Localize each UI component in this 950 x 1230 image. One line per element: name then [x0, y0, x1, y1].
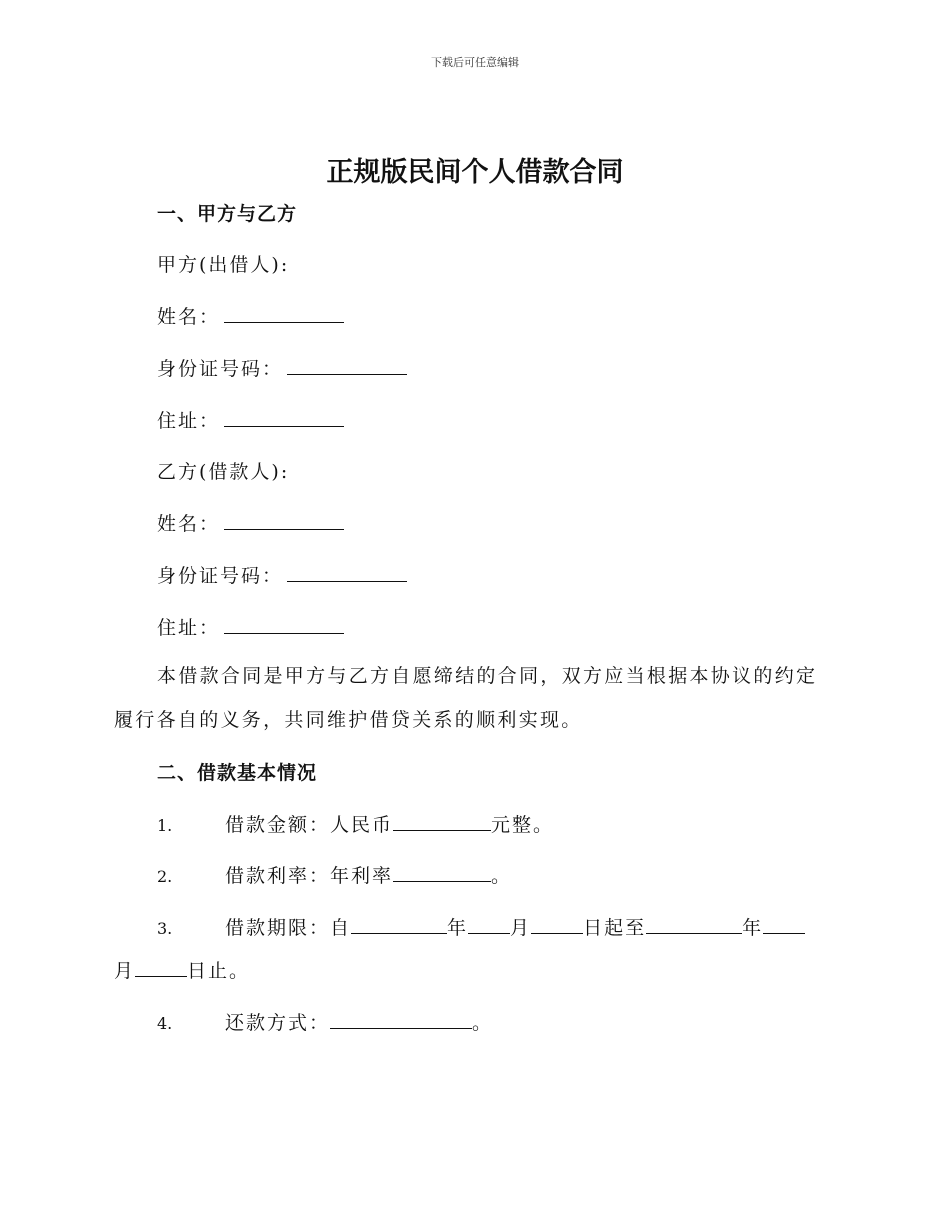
party-a-address-row [157, 406, 344, 433]
section-heading-parties: 一、甲方与乙方 [157, 203, 298, 225]
item-label: 借款金额： [225, 814, 331, 836]
party-a-id-row [157, 354, 407, 381]
loan-amount-field[interactable] [393, 814, 491, 831]
item-number: 4. [157, 1014, 173, 1033]
item-number: 2. [157, 867, 173, 886]
start-day-field[interactable] [531, 917, 583, 934]
term-end-month: 月 [114, 960, 136, 982]
party-b-address-field[interactable] [224, 617, 344, 634]
party-b-label: 乙方(借款人): [157, 461, 290, 483]
agreement-paragraph: 本借款合同是甲方与乙方自愿缔结的合同，双方应当根据本协议的约定履行各自的义务，共同维护借贷关系的顺利实现。 [114, 665, 818, 731]
term-day-to: 日起至 [583, 917, 647, 939]
party-b-id-row [157, 561, 407, 588]
item-prefix: 人民币 [330, 814, 394, 836]
loan-item-term-continued [114, 956, 250, 983]
loan-item-repayment [157, 1008, 493, 1035]
item-suffix: 。 [491, 865, 513, 887]
party-a-name-field[interactable] [224, 306, 344, 323]
item-suffix: 。 [472, 1012, 494, 1034]
party-a-name-label: 姓名： [157, 306, 221, 328]
party-b-id-label: 身份证号码： [157, 565, 284, 587]
loan-rate-field[interactable] [393, 865, 491, 882]
party-a-name-row [157, 302, 344, 329]
document-title: 正规版民间个人借款合同 [326, 157, 624, 188]
item-suffix: 元整。 [491, 814, 555, 836]
party-b-name-label: 姓名： [157, 513, 221, 535]
party-a-address-label: 住址： [157, 410, 221, 432]
loan-item-rate [157, 861, 512, 888]
term-month: 月 [510, 917, 532, 939]
item-number: 1. [157, 816, 173, 835]
party-a-id-label: 身份证号码： [157, 358, 284, 380]
loan-item-term [157, 913, 805, 940]
end-year-field[interactable] [646, 917, 742, 934]
section-heading-loan-basics: 二、借款基本情况 [157, 762, 318, 784]
loan-item-amount [157, 810, 554, 837]
party-b-address-row [157, 613, 344, 640]
item-label: 还款方式： [225, 1012, 331, 1034]
start-month-field[interactable] [468, 917, 510, 934]
repayment-method-field[interactable] [330, 1012, 472, 1029]
header-note: 下载后可任意编辑 [431, 56, 519, 69]
item-number: 3. [157, 919, 173, 938]
party-b-name-field[interactable] [224, 513, 344, 530]
term-end-day: 日止。 [187, 960, 251, 982]
item-prefix: 年利率 [330, 865, 394, 887]
end-month-field[interactable] [763, 917, 805, 934]
item-label: 借款期限： [225, 917, 331, 939]
start-year-field[interactable] [351, 917, 447, 934]
party-b-id-field[interactable] [287, 565, 407, 582]
party-b-name-row [157, 509, 344, 536]
item-label: 借款利率： [225, 865, 331, 887]
party-b-address-label: 住址： [157, 617, 221, 639]
party-a-label: 甲方(出借人): [157, 254, 290, 276]
term-from: 自 [330, 917, 352, 939]
term-end-year: 年 [742, 917, 764, 939]
term-year: 年 [447, 917, 469, 939]
end-day-field[interactable] [135, 960, 187, 977]
party-a-id-field[interactable] [287, 358, 407, 375]
party-a-address-field[interactable] [224, 410, 344, 427]
